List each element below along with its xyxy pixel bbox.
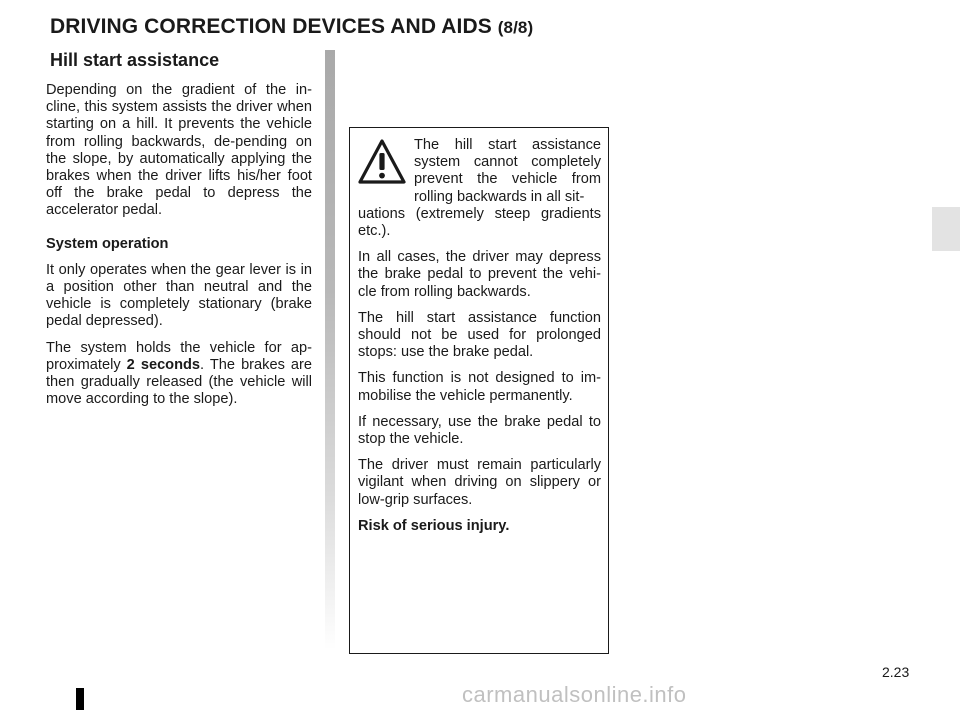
system-operation-heading: System operation <box>46 235 169 252</box>
page-part-indicator: (8/8) <box>497 18 534 37</box>
warning-paragraph-4: This function is not designed to im-mobilise the vehicle permanently. <box>358 370 601 404</box>
page-title-text: DRIVING CORRECTION DEVICES AND AIDS <box>50 15 492 38</box>
intro-paragraph: Depending on the gradient of the in-cline, this system assists the driver when starting on a hill. It prevents the vehicle from rolling backwards, de-pending on the slope, by automatically applying the brakes when the driver lifts his/her foot off the brake pedal to depress the accelerator pedal. <box>46 82 312 219</box>
page-title <box>50 15 533 39</box>
warning-paragraph-3: The hill start assistance function should not be used for prolonged stops: use the brake pedal. <box>358 309 601 361</box>
main-column <box>46 82 312 417</box>
corner-mark <box>76 688 84 710</box>
section-title: Hill start assistance <box>50 50 220 70</box>
hold-text-end: . The brakes are then gradually released (the vehicle will move according to the slope). <box>46 356 313 408</box>
hold-duration-value: 2 seconds <box>126 356 201 373</box>
hold-text-start: The system holds the vehicle for ap-proximately <box>46 339 312 373</box>
warning-risk-statement: Risk of serious injury. <box>358 517 510 534</box>
warning-lead-continued: uations (extremely steep gradients etc.). <box>358 205 601 240</box>
warning-paragraph-2: In all cases, the driver may depress the brake pedal to prevent the vehi-cle from rolling backwards. <box>358 249 601 300</box>
watermark: carmanualsonline.info <box>462 682 687 707</box>
warning-paragraph-5: If necessary, use the brake pedal to stop the vehicle. <box>358 413 601 448</box>
page-number: 2.23 <box>882 664 910 680</box>
warning-paragraph-6: The driver must remain particularly vigilant when driving on slippery or low-grip surfaces. <box>358 457 601 508</box>
chapter-tab <box>932 207 960 251</box>
hold-duration-paragraph <box>46 340 312 409</box>
warning-lead: The hill start assistance system cannot completely prevent the vehicle from rolling backwards in all sit- <box>414 137 601 205</box>
column-divider <box>325 50 335 650</box>
warning-text <box>358 137 601 544</box>
operation-paragraph: It only operates when the gear lever is in a position other than neutral and the vehicle is completely stationary (brake pedal depressed). <box>46 261 312 330</box>
